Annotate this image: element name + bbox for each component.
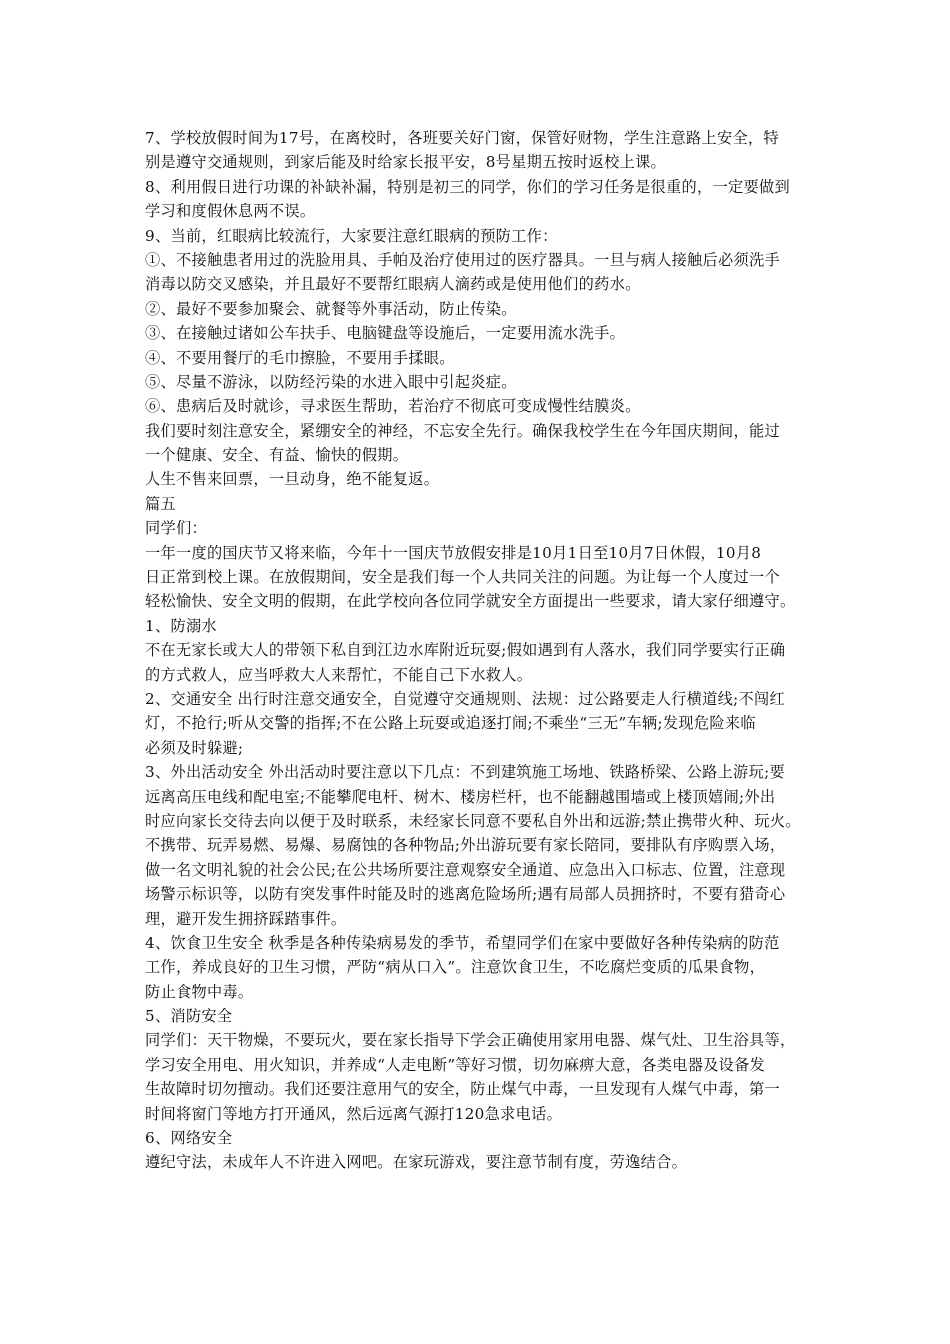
text-line: 遵纪守法，未成年人不许进入网吧。在家玩游戏，要注意节制有度，劳逸结合。 (145, 1153, 688, 1172)
text-line: ②、最好不要参加聚会、就餐等外事活动，防止传染。 (145, 299, 517, 318)
text-line: 5、消防安全 (145, 1007, 233, 1026)
text-line: 9、当前，红眼病比较流行，大家要注意红眼病的预防工作： (145, 226, 558, 245)
text-line: 远离高压电线和配电室;不能攀爬电杆、树木、楼房栏杆，也不能翻越围墙或上楼顶嬉闹;外出 (145, 787, 776, 806)
text-line: 理，避开发生拥挤踩踏事件。 (145, 909, 347, 928)
text-line: 同学们： (145, 519, 207, 538)
text-line: ③、在接触过诸如公车扶手、电脑键盘等设施后，一定要用流水洗手。 (145, 324, 626, 343)
text-line: 不在无家长或大人的带领下私自到江边水库附近玩耍;假如遇到有人落水，我们同学要实行正确 (145, 641, 786, 660)
text-line: 灯，不抢行;听从交警的指挥;不在公路上玩耍或追逐打闹;不乘坐“三无”车辆;发现危险来临 (145, 714, 756, 733)
text-line: 场警示标识等，以防有突发事件时能及时的逃离危险场所;遇有局部人员拥挤时，不要有猎奇心 (145, 885, 786, 904)
text-line: 篇五 (145, 494, 176, 513)
text-line: ④、不要用餐厅的毛巾擦脸，不要用手揉眼。 (145, 348, 455, 367)
text-line: 一年一度的国庆节又将来临，今年十一国庆节放假安排是10月1日至10月7日休假，10月8 (145, 543, 762, 562)
text-line: 消毒以防交叉感染，并且最好不要帮红眼病人滴药或是使用他们的药水。 (145, 275, 641, 294)
document-body (145, 126, 815, 1175)
text-line: ⑥、患病后及时就诊，寻求医生帮助，若治疗不彻底可变成慢性结膜炎。 (145, 397, 641, 416)
text-line: 别是遵守交通规则，到家后能及时给家长报平安，8号星期五按时返校上课。 (145, 153, 667, 172)
text-line: 4、饮食卫生安全 秋季是各种传染病易发的季节，希望同学们在家中要做好各种传染病的防范 (145, 933, 780, 952)
text-line: 轻松愉快、安全文明的假期，在此学校向各位同学就安全方面提出一些要求，请大家仔细遵守。 (145, 592, 796, 611)
text-line: 2、交通安全 出行时注意交通安全，自觉遵守交通规则、法规：过公路要走人行横道线;不闯红 (145, 689, 786, 708)
text-line: 时间将窗门等地方打开通风，然后远离气源打120急求电话。 (145, 1104, 563, 1123)
text-line: 同学们：天干物燥，不要玩火，要在家长指导下学会正确使用家用电器、煤气灶、卫生浴具等， (145, 1031, 796, 1050)
text-line: 生故障时切勿擅动。我们还要注意用气的安全，防止煤气中毒，一旦发现有人煤气中毒，第一 (145, 1080, 780, 1099)
text-line: 7、学校放假时间为17号，在离校时，各班要关好门窗，保管好财物，学生注意路上安全，特 (145, 129, 779, 147)
text-line: ⑤、尽量不游泳，以防经污染的水进入眼中引起炎症。 (145, 372, 517, 391)
text-line: 必须及时躲避; (145, 738, 244, 757)
text-line: ①、不接触患者用过的洗脸用具、手帕及治疗使用过的医疗器具。一旦与病人接触后必须洗手 (145, 250, 780, 269)
text-line: 工作，养成良好的卫生习惯，严防“病从口入”。注意饮食卫生，不吃腐烂变质的瓜果食物， (145, 958, 766, 977)
text-line: 学习安全用电、用火知识，并养成“人走电断”等好习惯，切勿麻痹大意，各类电器及设备发 (145, 1055, 766, 1074)
text-line: 的方式救人，应当呼救大人来帮忙，不能自己下水救人。 (145, 665, 533, 684)
text-line: 不携带、玩弄易燃、易爆、易腐蚀的各种物品;外出游玩要有家长陪同，要排队有序购票入场， (145, 836, 786, 855)
text-line: 6、网络安全 (145, 1129, 233, 1148)
text-line: 我们要时刻注意安全，紧绷安全的神经，不忘安全先行。确保我校学生在今年国庆期间，能过 (145, 421, 780, 440)
text-line: 人生不售来回票，一旦动身，绝不能复返。 (145, 470, 440, 489)
text-line: 1、防溺水 (145, 616, 217, 635)
text-line: 做一名文明礼貌的社会公民;在公共场所要注意观察安全通道、应急出入口标志、位置，注意现 (145, 860, 786, 879)
text-line: 一个健康、安全、有益、愉快的假期。 (145, 446, 409, 465)
text-line: 时应向家长交待去向以便于及时联系，未经家长同意不要私自外出和远游;禁止携带火种、玩火。 (145, 811, 801, 830)
text-line: 8、利用假日进行功课的补缺补漏，特别是初三的同学，你们的学习任务是很重的，一定要做到 (145, 177, 790, 196)
text-line: 学习和度假休息两不误。 (145, 202, 316, 221)
text-line: 防止食物中毒。 (145, 982, 254, 1001)
text-line: 日正常到校上课。在放假期间，安全是我们每一个人共同关注的问题。为让每一个人度过一个 (145, 568, 780, 587)
text-line: 3、外出活动安全 外出活动时要注意以下几点：不到建筑施工场地、铁路桥梁、公路上游玩;要 (145, 763, 786, 782)
